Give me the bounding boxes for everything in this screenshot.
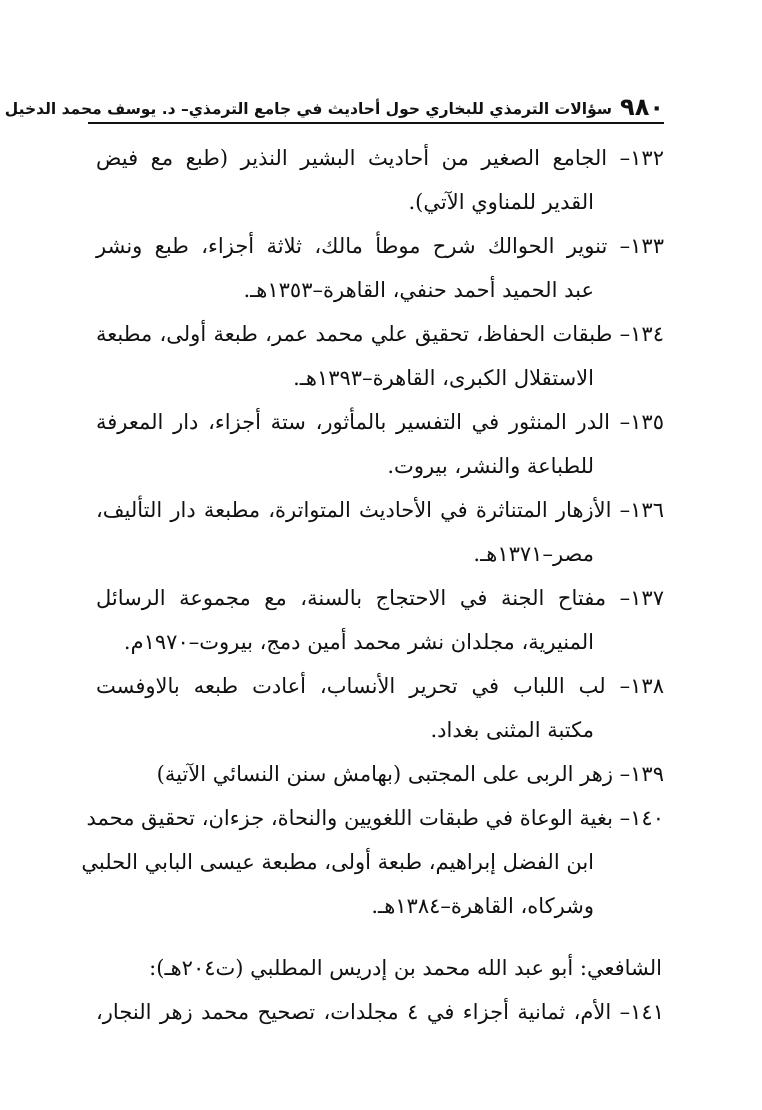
bibliography-entry xyxy=(81,796,664,928)
bibliography-entry xyxy=(96,488,664,576)
entry-line: ١٤٠– بغية الوعاة في طبقات اللغويين والنحاة، جزءان، تحقيق محمد xyxy=(86,806,664,830)
entry-line: ١٣٦– الأزهار المتناثرة في الأحاديث المتواترة، مطبعة دار التأليف، xyxy=(96,498,664,522)
bibliography-entry xyxy=(96,312,664,400)
entry-line: ١٣٧– مفتاح الجنة في الاحتجاج بالسنة، مع مجموعة الرسائل xyxy=(96,586,664,610)
entry-line: ١٤١– الأم، ثمانية أجزاء في ٤ مجلدات، تصحيح محمد زهر النجار، xyxy=(96,1000,664,1024)
entry-line: ١٣٨– لب اللباب في تحرير الأنساب، أعادت طبعه بالاوفست xyxy=(96,674,664,698)
bibliography-entry xyxy=(96,136,664,224)
entry-line: ١٣٩– زهر الربى على المجتبى (بهامش سنن النسائي الآتية) xyxy=(156,762,664,786)
bibliography-list-continued xyxy=(96,990,664,1034)
bibliography-list xyxy=(81,136,664,928)
entry-line: وشركاه، القاهرة–١٣٨٤هـ. xyxy=(371,894,594,918)
entry-line: ١٣٤– طبقات الحفاظ، تحقيق علي محمد عمر، طبعة أولى، مطبعة xyxy=(96,322,664,346)
entry-line: ١٣٥– الدر المنثور في التفسير بالمأثور، ستة أجزاء، دار المعرفة xyxy=(96,410,664,434)
entry-line: مكتبة المثنى بغداد. xyxy=(430,718,594,742)
bibliography-entry xyxy=(96,990,664,1034)
page-header xyxy=(4,88,664,124)
section-heading: الشافعي: أبو عبد الله محمد بن إدريس المطلبي (ت٢٠٤هـ): xyxy=(149,956,662,980)
entry-line: عبد الحميد أحمد حنفي، القاهرة–١٣٥٣هـ. xyxy=(243,278,594,302)
bibliography-entry xyxy=(96,664,664,752)
running-title: سؤالات الترمذي للبخاري حول أحاديث في جامع الترمذي– د. يوسف محمد الدخيل xyxy=(4,100,613,118)
entry-line: مصر–١٣٧١هـ. xyxy=(473,542,594,566)
entry-line: للطباعة والنشر، بيروت. xyxy=(387,454,594,478)
bibliography-entry xyxy=(96,576,664,664)
entry-line: القدير للمناوي الآتي). xyxy=(408,190,594,214)
entry-line: ابن الفضل إبراهيم، طبعة أولى، مطبعة عيسى البابي الحلبي xyxy=(81,850,594,874)
page-number: ٩٨٠ xyxy=(620,93,664,121)
bibliography-entry xyxy=(96,400,664,488)
bibliography-entry xyxy=(96,752,664,796)
bibliography-entry xyxy=(96,224,664,312)
entry-line: ١٣٣– تنوير الحوالك شرح موطأ مالك، ثلاثة أجزاء، طبع ونشر xyxy=(96,234,664,258)
entry-line: المنيرية، مجلدان نشر محمد أمين دمج، بيروت–١٩٧٠م. xyxy=(123,630,594,654)
entry-line: الاستقلال الكبرى، القاهرة–١٣٩٣هـ. xyxy=(293,366,594,390)
entry-line: ١٣٢– الجامع الصغير من أحاديث البشير النذير (طبع مع فيض xyxy=(96,146,664,170)
